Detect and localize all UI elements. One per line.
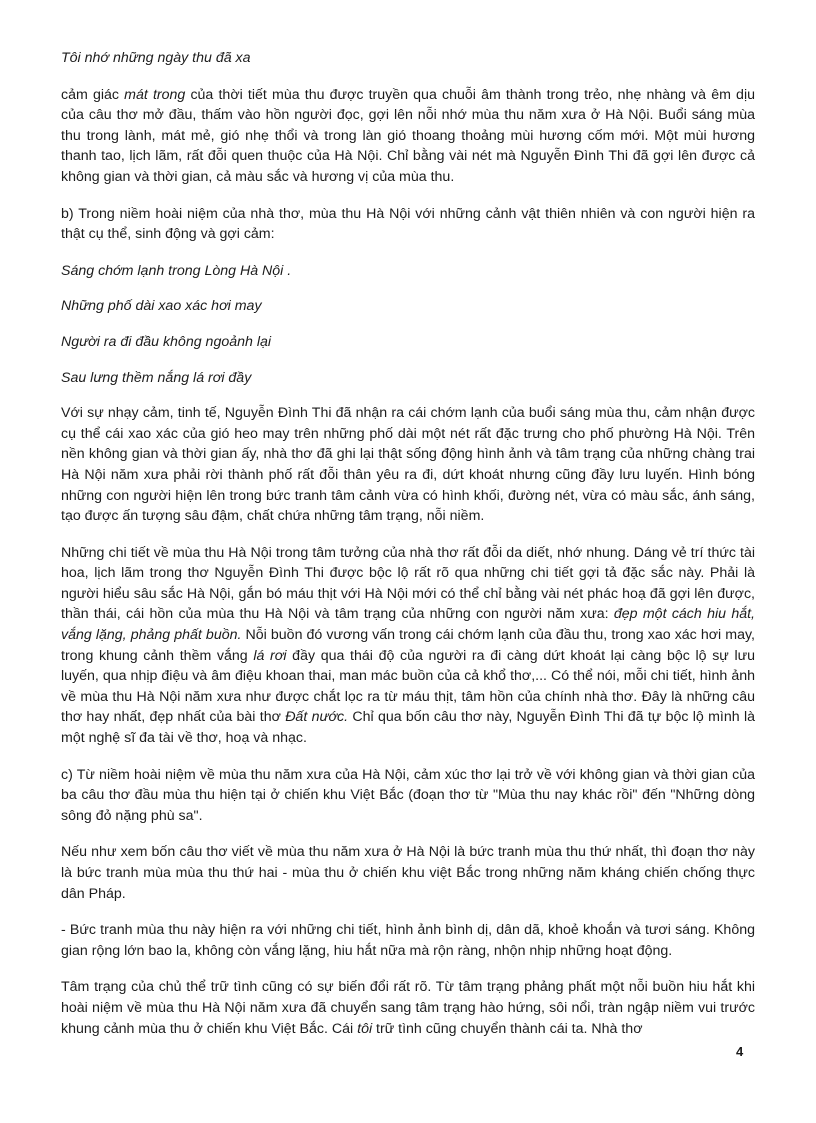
verse-line-2: Những phố dài xao xác hơi may [61,298,262,315]
italic-run: lá rơi [253,647,287,664]
paragraph-4 [61,543,755,749]
paragraph-8 [61,977,755,1039]
italic-run: mát trong [124,86,186,103]
paragraph-7: - Bức tranh mùa thu này hiện ra với những chi tiết, hình ảnh bình dị, dân dã, khoẻ khoắn và tươi sáng. Không gian rộng lớn bao la, không còn vắng lặng, hiu hắt nữa mà rộn ràng, nhộn nhịp những hoạt động. [61,922,755,959]
paragraph-1 [61,85,755,188]
verse-line-4: Sau lưng thềm nắng lá rơi đầy [61,369,252,386]
text-run: Chỉ qua bốn câu thơ này, Nguyễn Đình Thi đã tự bộc lộ mình là một nghệ sĩ đa tài về thơ, hoạ và nhạc. [61,709,755,747]
italic-run: đẹp một cách hiu hắt, vắng lặng, phảng phất buồn. [61,606,755,644]
text-run: Tâm trạng của chủ thể trữ tình cũng có sự biến đổi rất rõ. Từ tâm trạng phảng phất một nỗi buồn hiu hắt khi hoài niệm về mùa thu Hà Nội năm xưa đã chuyển sang tâm trạng hào hứng, sôi nổi, tràn ngập niềm vui trước khung cảnh mùa thu ở chiến khu Việt Bắc. Cái [61,979,755,1037]
text-run: cảm giác [61,86,125,103]
text-run: Nỗi buồn đó vương vấn trong cái chớm lạnh của đầu thu, trong xao xác hơi may, trong khung cảnh thềm vắng [61,627,755,664]
page-number: 4 [736,1044,744,1059]
document-page [61,48,755,1055]
paragraph-3: Với sự nhạy cảm, tinh tế, Nguyễn Đình Thi đã nhận ra cái chớm lạnh của buổi sáng mùa thu, cảm nhận được cụ thể cái xao xác của gió heo may trên những phố dài một nét rất đặc trưng cho phố phường Hà Nội. Trên nền không gian và thời gian ấy, nhà thơ đã ghi lại thật sống động hình ảnh và tâm trạng của những chàng trai Hà Nội năm xưa phải rời thành phố rất đỗi thân yêu ra đi, dứt khoát nhưng cũng đầy lưu luyến. Hình bóng những con người hiện lên trong bức tranh tâm cảnh vừa có hình khối, đường nét, vừa có màu sắc, ánh sáng, tạo được ấn tượng sâu đậm, chất chứa những tâm trạng, nỗi niềm. [61,405,755,525]
italic-run: tôi [357,1020,373,1037]
paragraph-2: b) Trong niềm hoài niệm của nhà thơ, mùa thu Hà Nội với những cảnh vật thiên nhiên và con người hiện ra thật cụ thể, sinh động và gợi cảm: [61,205,755,243]
text-run: của thời tiết mùa thu được truyền qua chuỗi âm thành trong trẻo, nhẹ nhàng và êm dịu của câu thơ mở đầu, thấm vào hồn người đọc, gợi lên nỗi nhớ mùa thu năm xưa ở Hà Nội. Buổi sáng mùa thu trong lành, mát mẻ, gió nhẹ thổi và trong làn gió thoang thoảng mùi hương cốm mới. Một mùi hương thanh tao, lịch lãm, rất đỗi quen thuộc của Hà Nội. Chỉ bằng vài nét mà Nguyễn Đình Thi đã gợi lên được cả không gian và thời gian, cả màu sắc và hương vị của mùa thu. [61,86,755,185]
paragraph-5: c) Từ niềm hoài niệm về mùa thu năm xưa của Hà Nội, cảm xúc thơ lại trở về với không gian và thời gian của ba câu thơ đầu mùa thu hiện tại ở chiến khu Việt Bắc (đoạn thơ từ "Mùa thu nay khác rồi" đến "Những dòng sông đỏ nặng phù sa". [61,766,755,824]
text-run: Những chi tiết về mùa thu Hà Nội trong tâm tưởng của nhà thơ rất đỗi da diết, nhớ nhung. Dáng vẻ trí thức tài hoa, lịch lãm trong thơ Nguyễn Đình Thi được bộc lộ rất rõ qua những chi tiết gợi tả đặc sắc này. Phải là người hiểu sâu sắc Hà Nội, gắn bó máu thịt với Hà Nội mới có thể chỉ bằng vài nét phác hoạ đã gợi lên được, thần thái, cái hồn của mùa thu Hà Nội và tâm trạng của những con người năm xưa: [61,544,755,623]
text-run: trữ tình cũng chuyển thành cái ta. Nhà thơ [372,1020,643,1037]
poem-line: Tôi nhớ những ngày thu đã xa [61,50,251,66]
italic-run: Đất nước. [285,709,349,726]
verse-line-1: Sáng chớm lạnh trong Lòng Hà Nội . [61,262,292,279]
text-run: đầy qua thái độ của người ra đi càng dứt khoát lại càng bộc lộ sự lưu luyến, qua nhịp điệu và âm điệu khoan thai, man mác buồn của cả khổ thơ,... Có thể nói, mỗi chi tiết, hình ảnh về mùa thu Hà Nội năm xưa như được chắt lọc ra từ máu thịt, tâm hồn của chính nhà thơ. Đây là những câu thơ hay nhất, đẹp nhất của bài thơ [61,647,755,726]
verse-line-3: Người ra đi đầu không ngoảnh lại [61,333,272,350]
paragraph-6: Nếu như xem bốn câu thơ viết về mùa thu năm xưa ở Hà Nội là bức tranh mùa thu thứ nhất, thì đoạn thơ này là bức tranh mùa mùa thu thứ hai - mùa thu ở chiến khu việt Bắc trong những năm kháng chiến chống thực dân Pháp. [61,844,755,902]
